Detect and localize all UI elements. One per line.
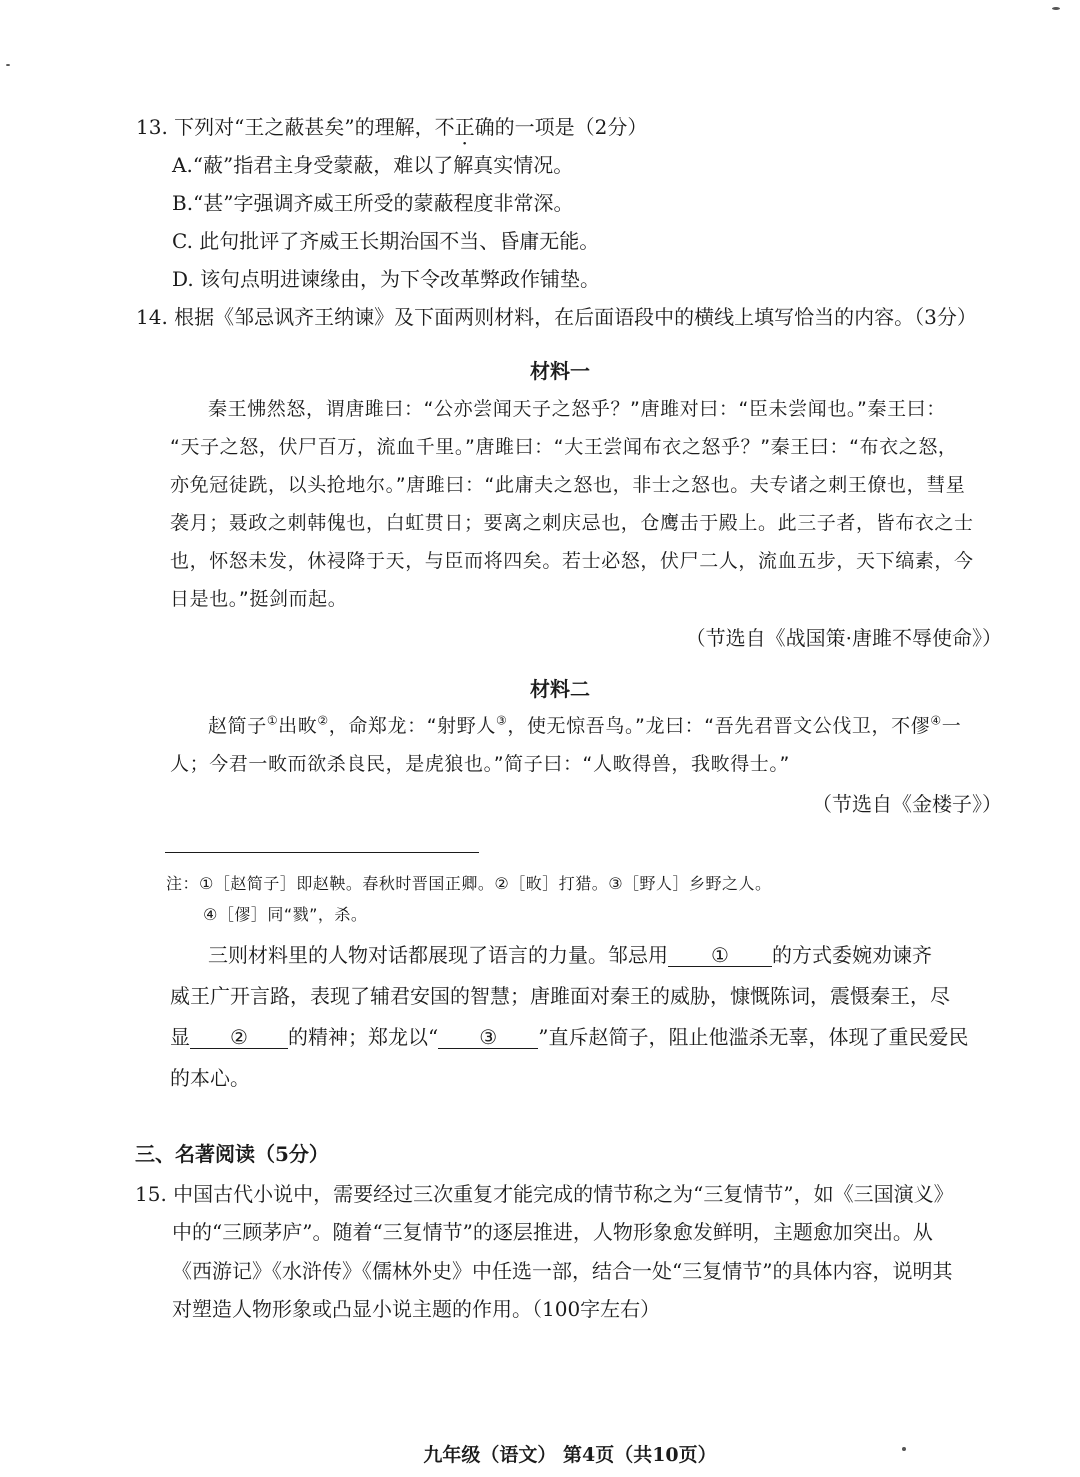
section3-heading: 三、名著阅读（5分）	[135, 1142, 329, 1166]
material1-line: 亦免冠徒跣，以头抢地尔。”唐雎曰：“此庸夫之怒也，非士之怒也。夫专诸之刺王僚也，彗星	[170, 474, 966, 496]
material2-text: 一	[941, 715, 962, 737]
material1-source: （节选自《战国策·唐雎不辱使命》）	[685, 626, 1002, 650]
footnote-line1: 注：①［赵简子］即赵鞅。春秋时晋国正卿。②［畋］打猎。③［野人］乡野之人。	[166, 874, 772, 893]
material2-line2: 人；今君一畋而欲杀良民，是虎狼也。”简子曰：“人畋得兽，我畋得士。”	[170, 753, 790, 775]
passage-line1	[208, 942, 932, 968]
footnote-marker: ③	[495, 713, 508, 728]
passage-text: 显	[170, 1025, 190, 1049]
passage-line4: 的本心。	[170, 1066, 250, 1090]
footnote-divider	[165, 852, 479, 853]
passage-line2: 威王广开言路，表现了辅君安国的智慧；唐雎面对秦王的威胁，慷慨陈词，震慑秦王，尽	[170, 984, 950, 1008]
material1-line: 也，怀怒未发，休祲降于天，与臣而将四矣。若士必怒，伏尸二人，流血五步，天下缟素，今	[170, 550, 974, 572]
blank-2[interactable]: ②	[190, 1026, 288, 1049]
blank-1[interactable]: ①	[668, 944, 772, 967]
q13-option-c: C. 此句批评了齐威王长期治国不当、昏庸无能。	[172, 229, 600, 253]
material2-title: 材料二	[530, 677, 590, 701]
passage-text: ”直斥赵简子，阻止他滥杀无辜，体现了重民爱民	[538, 1025, 969, 1049]
q13-stem	[136, 114, 647, 140]
q15-line3: 《西游记》《水浒传》《儒林外史》中任选一部，结合一处“三复情节”的具体内容，说明其	[172, 1259, 953, 1283]
material2-text: 赵简子	[208, 715, 267, 737]
passage-line3	[170, 1024, 968, 1050]
blank-3[interactable]: ③	[438, 1026, 538, 1049]
footnote-marker: ①	[266, 713, 279, 728]
material1-line: 日是也。”挺剑而起。	[170, 588, 348, 610]
q13-option-b: B.“甚”字强调齐威王所受的蒙蔽程度非常深。	[172, 191, 574, 215]
scan-mark	[902, 1447, 906, 1451]
q14-stem: 14. 根据《邹忌讽齐王纳谏》及下面两则材料，在后面语段中的横线上填写恰当的内容。（3分）	[136, 305, 977, 329]
q15-line4: 对塑造人物形象或凸显小说主题的作用。（100字左右）	[172, 1297, 661, 1321]
q13-option-a: A.“蔽”指君主身受蒙蔽，难以了解真实情况。	[172, 153, 574, 177]
q13-stem-before: 13. 下列对“王之蔽甚矣”的理解，	[136, 115, 435, 139]
material1-line: 袭月；聂政之刺韩傀也，白虹贯日；要离之刺庆忌也，仓鹰击于殿上。此三子者，皆布衣之士	[170, 512, 974, 534]
material1-title: 材料一	[530, 359, 590, 383]
q13-stem-after: 的一项是（2分）	[494, 115, 648, 139]
material2-text: ，命郑龙：“射野人	[328, 715, 496, 737]
passage-text: 三则材料里的人物对话都展现了语言的力量。邹忌用	[208, 943, 668, 967]
material2-text: 出畋	[278, 715, 318, 737]
footnote-line2: ④［僇］同“戮”，杀。	[203, 905, 368, 924]
passage-text: 的方式委婉劝谏齐	[772, 943, 932, 967]
page-footer: 九年级（语文） 第4页（共10页）	[423, 1444, 717, 1466]
material2-source: （节选自《金楼子》）	[812, 792, 1002, 816]
footnote-marker: ④	[930, 713, 942, 728]
material1-line: 秦王怫然怒，谓唐雎曰：“公亦尝闻天子之怒乎？”唐雎对曰：“臣未尝闻也。”秦王曰：	[208, 398, 946, 420]
q13-option-d: D. 该句点明进谏缘由，为下令改革弊政作铺垫。	[172, 267, 601, 291]
q13-stem-emphasis: 不正确	[434, 115, 495, 139]
passage-text: 的精神；郑龙以“	[288, 1025, 439, 1049]
scan-mark	[1052, 7, 1060, 10]
material2-line1	[208, 713, 961, 739]
q15-line2: 中的“三顾茅庐”。随着“三复情节”的逐层推进，人物形象愈发鲜明，主题愈加突出。从	[172, 1220, 933, 1244]
scan-mark	[6, 64, 10, 66]
q15-line1: 15. 中国古代小说中，需要经过三次重复才能完成的情节称之为“三复情节”，如《三国演义》	[135, 1182, 954, 1206]
footnote-marker: ②	[317, 713, 329, 728]
material2-text: ，使无惊吾鸟。”龙曰：“吾先君晋文公伐卫，不僇	[507, 715, 931, 737]
material1-line: “天子之怒，伏尸百万，流血千里。”唐雎曰：“大王尝闻布衣之怒乎？”秦王曰：“布衣之怒，	[170, 436, 958, 458]
